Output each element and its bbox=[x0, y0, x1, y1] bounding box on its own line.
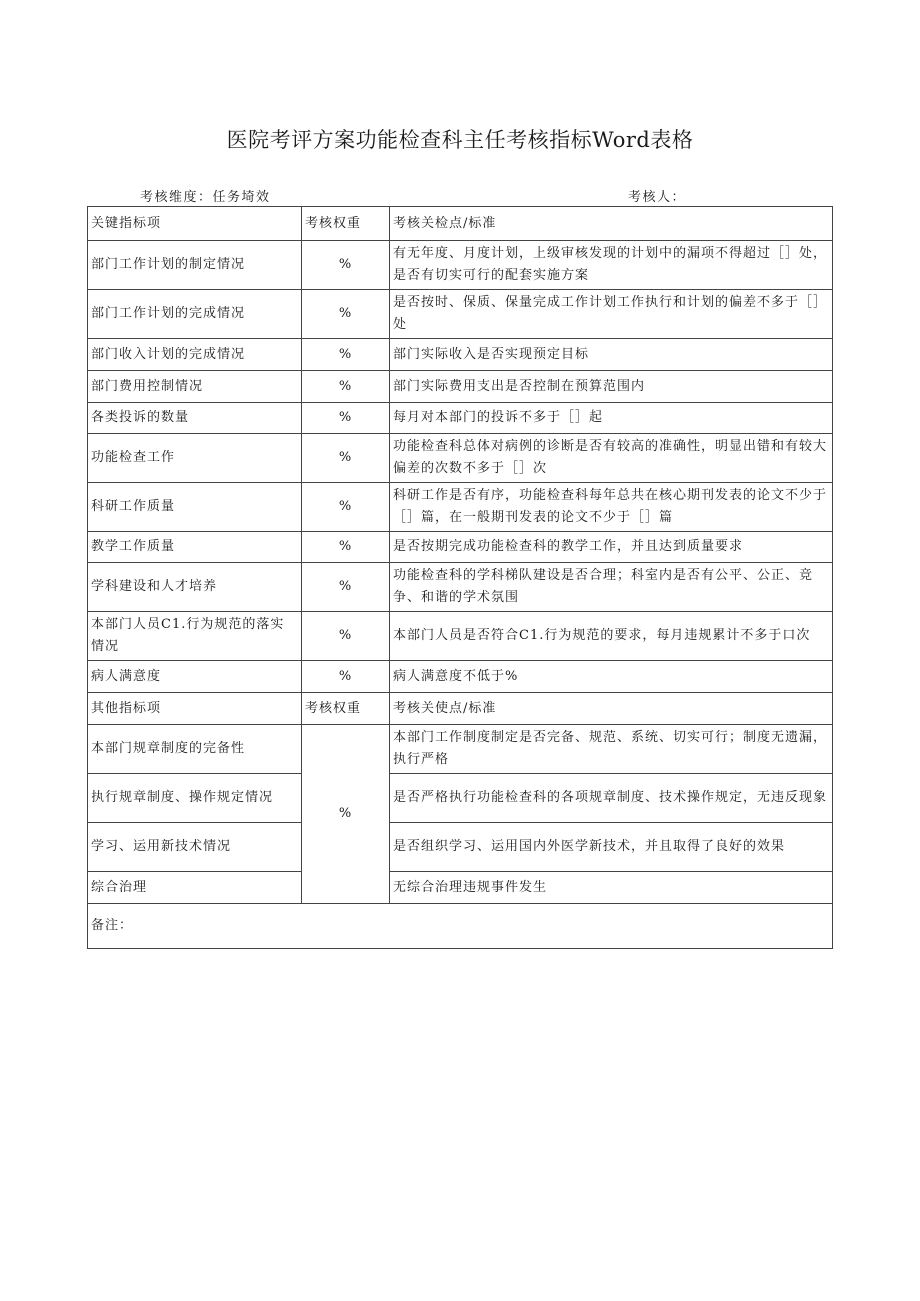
item-cell: 本部门规章制度的完备性 bbox=[88, 725, 302, 774]
item-cell: 教学工作质量 bbox=[88, 532, 302, 563]
weight-cell: % bbox=[302, 661, 390, 693]
weight-cell: % bbox=[302, 612, 390, 661]
key-header-row bbox=[88, 207, 833, 241]
weight-cell: % bbox=[302, 339, 390, 371]
standard-cell: 有无年度、月度计划，上级审核发现的计划中的漏项不得超过［］处，是否有切实可行的配套实施方案 bbox=[390, 241, 833, 290]
weight-cell: % bbox=[302, 241, 390, 290]
item-cell: 执行规章制度、操作规定情况 bbox=[88, 774, 302, 823]
weight-cell: % bbox=[302, 563, 390, 612]
assessment-table bbox=[87, 206, 833, 949]
item-cell: 部门工作计划的完成情况 bbox=[88, 290, 302, 339]
standard-cell: 是否按期完成功能检查科的教学工作，并且达到质量要求 bbox=[390, 532, 833, 563]
table-row bbox=[88, 483, 833, 532]
standard-cell: 部门实际费用支出是否控制在预算范围内 bbox=[390, 371, 833, 403]
item-cell: 学习、运用新技术情况 bbox=[88, 823, 302, 872]
table-row bbox=[88, 563, 833, 612]
weight-cell: % bbox=[302, 434, 390, 483]
table-row bbox=[88, 872, 833, 904]
standard-cell: 每月对本部门的投诉不多于［］起 bbox=[390, 403, 833, 434]
standard-cell: 功能检查科总体对病例的诊断是否有较高的准确性，明显出错和有较大偏差的次数不多于［］次 bbox=[390, 434, 833, 483]
standard-cell: 是否按时、保质、保量完成工作计划工作执行和计划的偏差不多于［］处 bbox=[390, 290, 833, 339]
standard-cell: 无综合治理违规事件发生 bbox=[390, 872, 833, 904]
standard-cell: 功能检查科的学科梯队建设是否合理；科室内是否有公平、公正、竞争、和谐的学术氛围 bbox=[390, 563, 833, 612]
other-header-weight: 考核权重 bbox=[302, 693, 390, 725]
weight-cell: % bbox=[302, 403, 390, 434]
table-row bbox=[88, 241, 833, 290]
key-header-item: 关键指标项 bbox=[88, 207, 302, 241]
standard-cell: 是否组织学习、运用国内外医学新技术，并且取得了良好的效果 bbox=[390, 823, 833, 872]
assessor-label: 考核人： bbox=[628, 190, 687, 205]
page-title: 医院考评方案功能检查科主任考核指标Word表格 bbox=[226, 128, 694, 152]
table-row bbox=[88, 434, 833, 483]
item-cell: 部门收入计划的完成情况 bbox=[88, 339, 302, 371]
assessment-dimension: 考核维度：任务埼效 bbox=[140, 190, 271, 205]
item-cell: 科研工作质量 bbox=[88, 483, 302, 532]
table-row bbox=[88, 371, 833, 403]
remark-label: 备注： bbox=[88, 904, 833, 949]
table-row bbox=[88, 725, 833, 774]
key-header-standard: 考核关检点/标准 bbox=[390, 207, 833, 241]
weight-cell: % bbox=[302, 371, 390, 403]
table-row bbox=[88, 774, 833, 823]
item-cell: 功能检查工作 bbox=[88, 434, 302, 483]
shared-weight-cell: % bbox=[302, 725, 390, 904]
standard-cell: 是否严格执行功能检查科的各项规章制度、技术操作规定，无违反现象 bbox=[390, 774, 833, 823]
weight-cell: % bbox=[302, 483, 390, 532]
standard-cell: 本部门工作制度制定是否完备、规范、系统、切实可行；制度无遗漏，执行严格 bbox=[390, 725, 833, 774]
other-header-row bbox=[88, 693, 833, 725]
table-row bbox=[88, 823, 833, 872]
table-row bbox=[88, 339, 833, 371]
other-header-item: 其他指标项 bbox=[88, 693, 302, 725]
standard-cell: 科研工作是否有序，功能检查科每年总共在核心期刊发表的论文不少于［］篇，在一般期刊发表的论文不少于［］篇 bbox=[390, 483, 833, 532]
item-cell: 综合治理 bbox=[88, 872, 302, 904]
item-cell: 病人满意度 bbox=[88, 661, 302, 693]
remark-row bbox=[88, 904, 833, 949]
weight-cell: % bbox=[302, 532, 390, 563]
item-cell: 各类投诉的数量 bbox=[88, 403, 302, 434]
item-cell: 学科建设和人才培养 bbox=[88, 563, 302, 612]
standard-cell: 部门实际收入是否实现预定目标 bbox=[390, 339, 833, 371]
table-row bbox=[88, 403, 833, 434]
table-row bbox=[88, 661, 833, 693]
other-header-standard: 考核关使点/标准 bbox=[390, 693, 833, 725]
weight-cell: % bbox=[302, 290, 390, 339]
item-cell: 部门工作计划的制定情况 bbox=[88, 241, 302, 290]
table-row bbox=[88, 612, 833, 661]
standard-cell: 本部门人员是否符合C1.行为规范的要求，每月违规累计不多于口次 bbox=[390, 612, 833, 661]
table-row bbox=[88, 290, 833, 339]
key-header-weight: 考核权重 bbox=[302, 207, 390, 241]
table-row bbox=[88, 532, 833, 563]
item-cell: 本部门人员C1.行为规范的落实情况 bbox=[88, 612, 302, 661]
item-cell: 部门费用控制情况 bbox=[88, 371, 302, 403]
standard-cell: 病人满意度不低于% bbox=[390, 661, 833, 693]
